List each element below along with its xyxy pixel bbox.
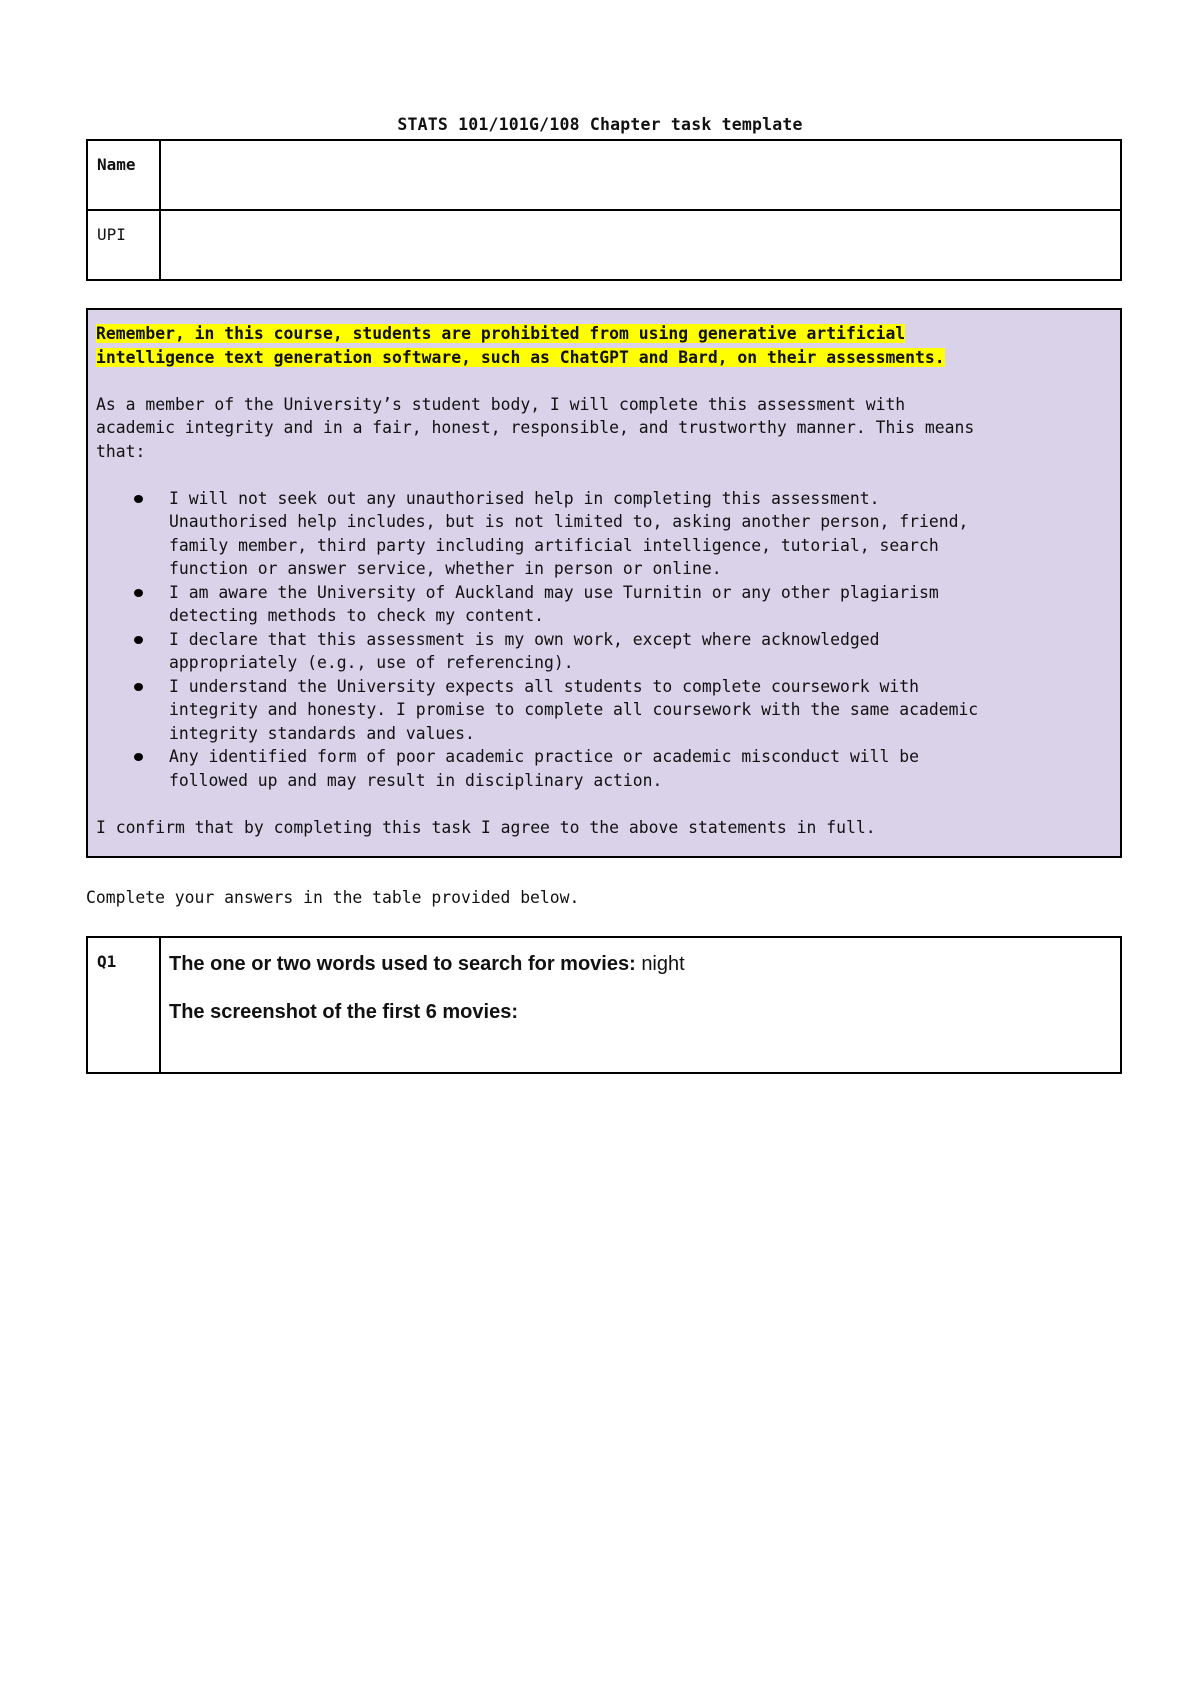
ai-warning-line-1: Remember, in this course, students are prohibited from using generative artificial (96, 324, 906, 343)
bullet-icon (134, 753, 143, 761)
question-number: Q1 (87, 937, 160, 1073)
bullet-icon (134, 589, 143, 597)
screenshot-answer (169, 1000, 1111, 1024)
search-words-answer (169, 952, 1111, 976)
name-label: Name (87, 140, 160, 210)
upi-label: UPI (87, 210, 160, 280)
list-item: I understand the University expects all students to complete coursework with integrity and honesty. I promise to complete all coursework with the same academic integrity standards and values. (169, 675, 1112, 746)
intro-line-2: academic integrity and in a fair, honest, responsible, and trustworthy manner. This means (96, 418, 975, 437)
answer-cell[interactable] (160, 937, 1121, 1073)
list-item: I am aware the University of Auckland may use Turnitin or any other plagiarism detecting methods to check my content. (169, 581, 1112, 628)
confirmation-statement: I confirm that by completing this task I agree to the above statements in full. (96, 817, 876, 837)
integrity-statements (96, 487, 1112, 793)
bullet-icon (134, 636, 143, 644)
search-words-value: night (641, 953, 685, 975)
screenshot-label: The screenshot of the first 6 movies: (169, 1001, 518, 1023)
name-row (87, 140, 1121, 210)
intro-line-3: that: (96, 441, 146, 461)
name-field[interactable] (160, 140, 1121, 210)
search-words-label: The one or two words used to search for movies: (169, 953, 636, 975)
upi-row (87, 210, 1121, 280)
table-row (87, 937, 1121, 1073)
ai-warning (96, 322, 1112, 369)
student-info-table (86, 139, 1122, 281)
document-title: STATS 101/101G/108 Chapter task template (397, 115, 803, 134)
list-item: I declare that this assessment is my own work, except where acknowledged appropriately (e.g., use of referencing). (169, 628, 1112, 675)
intro-line-1: As a member of the University’s student body, I will complete this assessment with (96, 394, 906, 414)
bullet-icon (134, 683, 143, 691)
integrity-intro (96, 393, 1112, 464)
list-item: I will not seek out any unauthorised help in completing this assessment. Unauthorised help includes, but is not limited to, asking another person, friend, family member, third party including artificial intelligence, tutorial, search function or answer service, whether in person or online. (169, 487, 1112, 581)
answer-instruction: Complete your answers in the table provided below. (86, 888, 580, 907)
answer-table (86, 936, 1122, 1074)
ai-warning-line-2: intelligence text generation software, such as ChatGPT and Bard, on their assessments. (96, 347, 945, 367)
upi-field[interactable] (160, 210, 1121, 280)
academic-integrity-box (86, 308, 1122, 858)
list-item: Any identified form of poor academic practice or academic misconduct will be followed up and may result in disciplinary action. (169, 745, 1112, 792)
bullet-icon (134, 495, 143, 503)
